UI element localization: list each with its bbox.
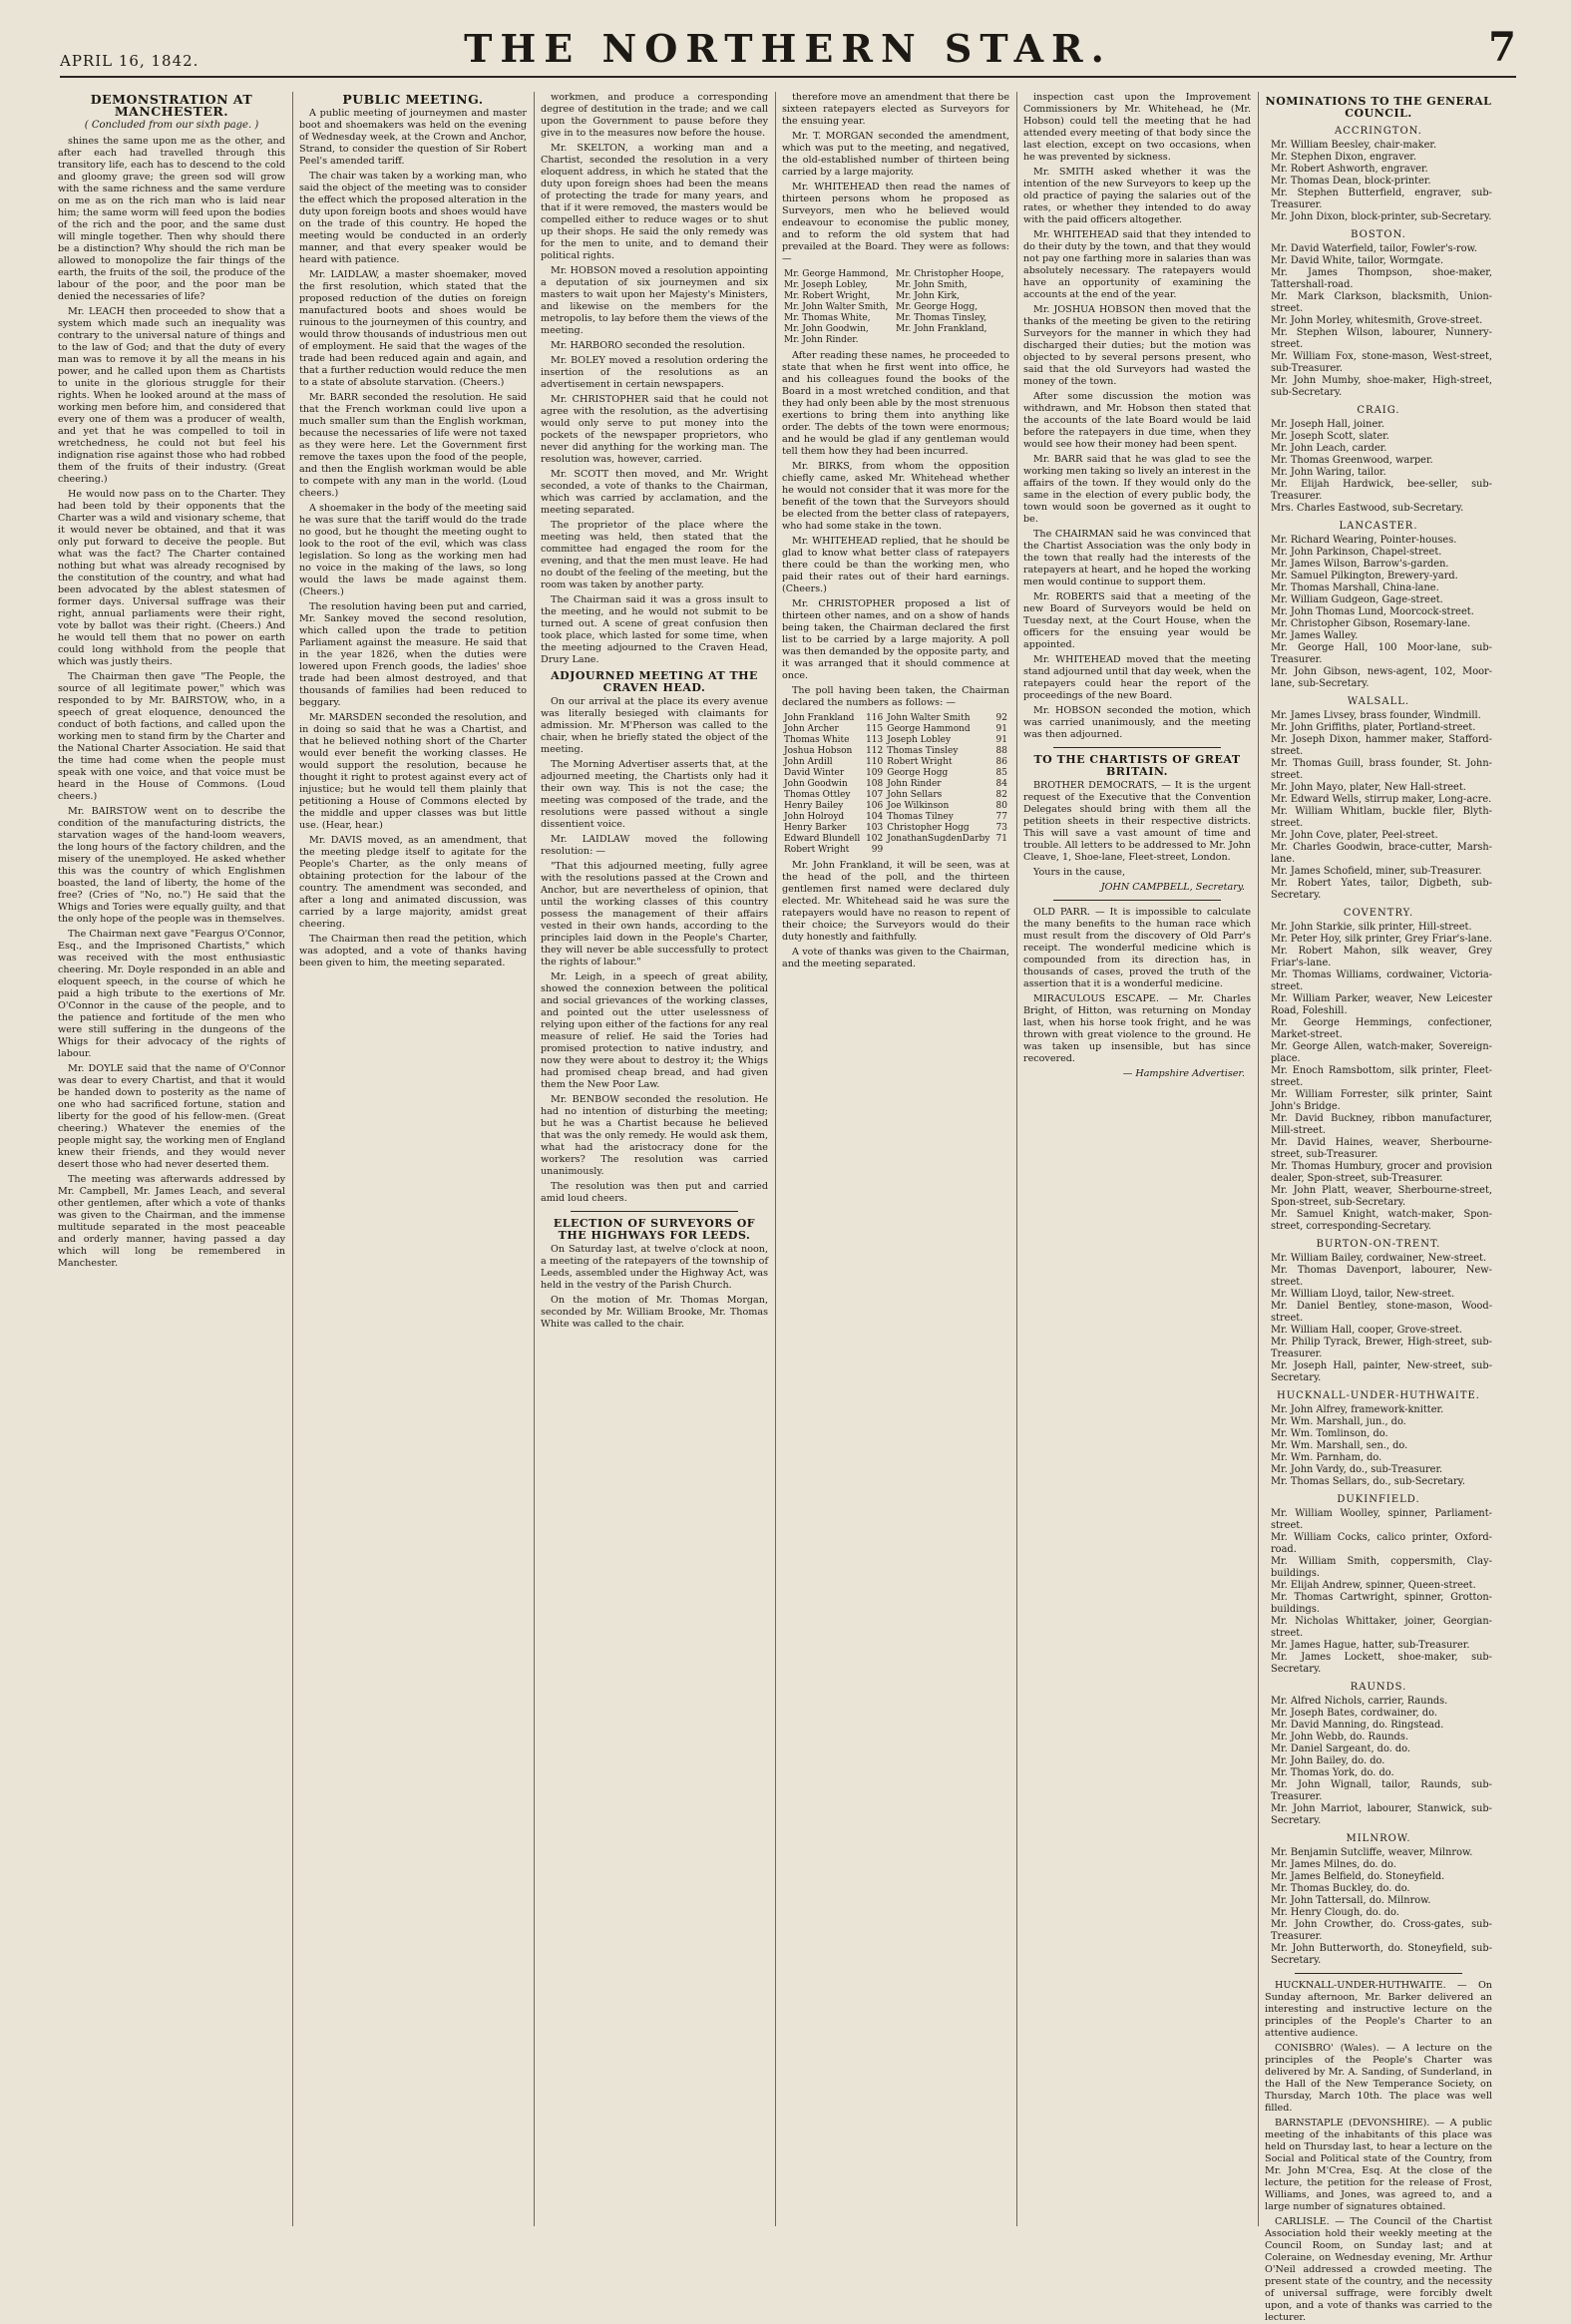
paragraph: On the motion of Mr. Thomas Morgan, seconded by Mr. William Brooke, Mr. Thomas White was called to the chair. — [541, 1295, 768, 1330]
nominee-entry: Mr. Robert Mahon, silk weaver, Grey Friar's-lane. — [1271, 946, 1492, 968]
paragraph: Mr. T. MORGAN seconded the amendment, which was put to the meeting, and negatived, the old-established number of thirteen being carried by a large majority. — [782, 131, 1009, 178]
table-cell: Mr. John Frankland, — [895, 324, 987, 334]
nominee-entry: Mr. John Bailey, do. do. — [1271, 1755, 1385, 1766]
paragraph: Mr. BARR seconded the resolution. He said that the French workman could live upon a much smaller sum than the English workman, because the necessaries of life were not taxed as they were here. Let the Government first remove the taxes upon the food of the people, and then the English workman would be able to compete with any man in the world. (Loud cheers.) — [299, 392, 527, 499]
table-cell: Mr. Christopher Hoope, — [895, 269, 1004, 279]
nominee-entry: Mr. Thomas York, do. do. — [1271, 1767, 1394, 1778]
paragraph: BARNSTAPLE (DEVONSHIRE). — A public meeting of the inhabitants of this place was held on Thursday last, to hear a lecture on the Social and Political state of the Country, from Mr. John M'Crea, Esq. At the close of the lecture, the petition for the release of Frost, Williams, and Jones, was agreed to, and a large number of signatures obtained. — [1265, 2118, 1492, 2212]
nominee-entry: Mr. Wm. Tomlinson, do. — [1271, 1428, 1388, 1439]
table-cell: Thomas Tinsley — [887, 746, 959, 756]
nominee-entry: Mr. John Mumby, shoe-maker, High-street, sub-Secretary. — [1271, 375, 1492, 398]
paragraph: A shoemaker in the body of the meeting said he was sure that the tariff would do the trade no good, but he thought the meeting ought to look to the root of the evil, which was class legislation. So long as the working men had no voice in the making of the laws, so long would the laws be made against them. (Cheers.) — [299, 503, 527, 597]
table-row — [782, 713, 1009, 724]
page-number: 7 — [1488, 24, 1516, 71]
nominee-entry: Mr. John Platt, weaver, Sherbourne-street, Spon-street, sub-Secretary. — [1271, 1185, 1492, 1208]
paragraph: The Chairman said it was a gross insult to the meeting, and he would not submit to be turned out. A scene of great confusion then took place, which lasted for some time, when the meeting adjourned to the Craven Head, Drury Lane. — [541, 594, 768, 665]
nominee-entry: Mr. David White, tailor, Wormgate. — [1271, 255, 1444, 266]
nominee-entry: Mr. Thomas Marshall, China-lane. — [1271, 582, 1439, 593]
nominee-entry: Mr. John Alfrey, framework-knitter. — [1271, 1404, 1444, 1415]
column-4 — [782, 92, 1009, 2226]
nominee-entry: Mr. Joseph Dixon, hammer maker, Stafford-street. — [1271, 734, 1492, 757]
nominee-entry: Mr. Joseph Hall, joiner. — [1271, 419, 1384, 430]
table-cell: Joseph Lobley — [887, 735, 952, 745]
nominee-entry: Mr. Richard Wearing, Pointer-houses. — [1271, 535, 1457, 546]
article-body — [782, 92, 1009, 265]
table-cell: John Frankland — [784, 713, 855, 723]
column-divider — [292, 92, 293, 2226]
paragraph: Mr. WHITEHEAD replied, that he should be glad to know what better class of ratepayers there could be than the working men, who paid their rates out of their hard earnings. (Cheers.) — [782, 536, 1009, 594]
nominee-entry: Mr. John Griffiths, plater, Portland-street. — [1271, 722, 1476, 733]
paragraph: The Chairman then read the petition, which was adopted, and a vote of thanks having been given to him, the meeting separated. — [299, 934, 527, 968]
table-cell: Mr. Joseph Lobley, — [784, 280, 868, 290]
nominee-entry: Mr. Wm. Parnham, do. — [1271, 1452, 1382, 1463]
nominee-entry: Mr. James Schofield, miner, sub-Treasurer. — [1271, 866, 1482, 877]
column-5 — [1023, 92, 1251, 2226]
nominee-entry: Mr. William Smith, coppersmith, Clay-buildings. — [1271, 1556, 1492, 1579]
nominee-entry: Mr. David Waterfield, tailor, Fowler's-row. — [1271, 243, 1477, 254]
table-cell: John Archer — [784, 724, 839, 734]
paragraph: BROTHER DEMOCRATS, — It is the urgent request of the Executive that the Convention Delegates should bring with them all the petition sheets in their respective districts. This will save a vast amount of time and trouble. All letters to be addressed to Mr. John Cleave, 1, Shoe-lane, Fleet-street, London. — [1023, 780, 1251, 863]
table-cell: 85 — [995, 768, 1007, 778]
nominee-entry: Mr. Robert Yates, tailor, Digbeth, sub-Secretary. — [1271, 878, 1492, 901]
article-body — [58, 136, 285, 1270]
nominee-entry: Mr. James Livsey, brass founder, Windmill. — [1271, 710, 1481, 721]
paragraph: Mr. BOLEY moved a resolution ordering the insertion of the resolutions as an advertisement in certain newspapers. — [541, 355, 768, 390]
table-cell: Thomas Tilney — [887, 812, 954, 822]
table-cell: 108 — [866, 779, 884, 789]
paragraph: therefore move an amendment that there be sixteen ratepayers elected as Surveyors for the ensuing year. — [782, 92, 1009, 127]
table-row — [782, 790, 1009, 801]
nominee-entry: Mr. John Parkinson, Chapel-street. — [1271, 547, 1442, 558]
nominee-entry: Mr. Henry Clough, do. do. — [1271, 1907, 1399, 1918]
paragraph: Mr. SKELTON, a working man and a Chartist, seconded the resolution in a very eloquent address, in which he stated that the duty upon foreign shoes had been the means of protecting the trade for many years, and that if it were removed, the masters would be compelled either to reduce wages or to shut up their shops. He said the only remedy was for the men to unite, and to demand their political rights. — [541, 143, 768, 261]
nominee-entry: Mr. Elijah Hardwick, bee-seller, sub-Treasurer. — [1271, 479, 1492, 502]
paragraph: The proprietor of the place where the meeting was held, then stated that the committee had engaged the room for the evening, and that the men must leave. He had no doubt of the feeling of the meeting, but the room was taken by another party. — [541, 520, 768, 590]
nominee-entry: Mr. William Bailey, cordwainer, New-street. — [1271, 1253, 1487, 1264]
section-heading: ADJOURNED MEETING AT THE CRAVEN HEAD. — [551, 669, 758, 694]
paragraph: On Saturday last, at twelve o'clock at noon, a meeting of the ratepayers of the township of Leeds, assembled under the Highway Act, was held in the vestry of the Parish Church. — [541, 1244, 768, 1291]
table-cell: Mr. John Kirk, — [895, 291, 960, 301]
paragraph: The Morning Advertiser asserts that, at the adjourned meeting, the Chartists only had it their own way. This is not the case; the meeting was composed of the trade, and the resolutions were passed without a single dissentient voice. — [541, 759, 768, 830]
table-cell: Mr. Thomas White, — [784, 313, 871, 323]
table-cell: John Rinder — [887, 779, 942, 789]
paragraph: The resolution having been put and carried, Mr. Sankey moved the second resolution, which called upon the trade to petition Parliament against the measure. He said that in the year 1826, when the duties were lowered upon French goods, the ladies' shoe trade had been almost destroyed, and that thousands of families had been reduced to beggary. — [299, 601, 527, 708]
locality-heading: HUCKNALL-UNDER-HUTHWAITE. — [1277, 1390, 1480, 1401]
article-body — [782, 860, 1009, 970]
paragraph: He would now pass on to the Charter. They had been told by their opponents that the Charter was a wild and visionary scheme, that it would never be obtained, and that it was only put forward to deceive the people. But what was the fact? The Charter contained nothing but what was already recognised by the constitution of the country, and what had been advocated by the ablest statesmen of former days. Universal suffrage was their right, annual parliaments were their right, vote by ballot was their right. (Cheers.) And he would tell them that no power on earth could long withhold from the people that which was justly theirs. — [58, 489, 285, 667]
nominee-entry: Mrs. Charles Eastwood, sub-Secretary. — [1271, 503, 1464, 514]
nominee-entry: Mr. George Hemmings, confectioner, Market-street. — [1271, 1017, 1492, 1040]
nominee-entry: Mr. Samuel Knight, watch-maker, Spon-street, corresponding-Secretary. — [1271, 1209, 1492, 1232]
paragraph: OLD PARR. — It is impossible to calculate the many benefits to the human race which must result from the discovery of Old Parr's receipt. The wonderful medicine which is compounded from its direction has, in thousands of cases, proved the truth of the assertion that it is a wonderful medicine. — [1023, 907, 1251, 989]
paragraph: The chair was taken by a working man, who said the object of the meeting was to consider the effect which the proposed alteration in the duty upon foreign boots and shoes would have on the trade of this country. He hoped the meeting would be conducted in an orderly manner, and that every speaker would be heard with patience. — [299, 171, 527, 265]
nominee-entry: Mr. William Hall, cooper, Grove-street. — [1271, 1325, 1462, 1336]
nominee-entry: Mr. John Tattersall, do. Milnrow. — [1271, 1895, 1431, 1906]
article-body — [299, 108, 527, 969]
paragraph: Mr. JOSHUA HOBSON then moved that the thanks of the meeting be given to the retiring Surveyors for the manner in which they had discharged their duties; but the motion was objected to by several persons present, who said that the old Surveyors had wasted the money of the town. — [1023, 304, 1251, 387]
paragraph: Mr. HOBSON seconded the motion, which was carried unanimously, and the meeting was then adjourned. — [1023, 705, 1251, 740]
nominee-entry: Mr. Edward Wells, stirrup maker, Long-acre. — [1271, 794, 1492, 805]
section-rule — [1295, 1973, 1462, 1974]
table-cell: 86 — [995, 757, 1007, 767]
article-body — [541, 92, 768, 666]
paragraph: Mr. ROBERTS said that a meeting of the new Board of Surveyors would be held on Tuesday next, at the Court House, when the officers for the ensuing year would be appointed. — [1023, 591, 1251, 650]
table-cell: 109 — [866, 768, 884, 778]
section-rule — [571, 1211, 738, 1212]
nominee-entry: Mr. James Thompson, shoe-maker, Tattershall-road. — [1271, 267, 1492, 290]
column-3 — [541, 92, 768, 2226]
paragraph: Mr. DOYLE said that the name of O'Connor was dear to every Chartist, and that it would be handed down to posterity as the name of one who had sacrificed fortune, station and liberty for the good of his fellow-men. (Great cheering.) Whatever the enemies of the people might say, the working men of England knew their friends, and they would never desert those who had never deserted them. — [58, 1063, 285, 1170]
credit-line: — Hampshire Advertiser. — [1122, 1068, 1245, 1079]
paragraph: After some discussion the motion was withdrawn, and Mr. Hobson then stated that the accounts of the late Board would be laid before the ratepayers in due time, when they would see how their money had been spent. — [1023, 391, 1251, 450]
paragraph: The poll having been taken, the Chairman declared the numbers as follows: — — [782, 685, 1009, 708]
paragraph: Mr. CHRISTOPHER proposed a list of thirteen other names, and on a show of hands being taken, the Chairman declared the first list to be carried by a large majority. A poll was then demanded by the opposite party, and it was arranged that it should commence at once. — [782, 598, 1009, 681]
nominee-entry: Mr. Nicholas Whittaker, joiner, Georgian-street. — [1271, 1616, 1492, 1639]
paragraph: Mr. SCOTT then moved, and Mr. Wright seconded, a vote of thanks to the Chairman, which was carried by acclamation, and the meeting separated. — [541, 469, 768, 516]
paragraph: On our arrival at the place its every avenue was literally besieged with claimants for admission. Mr. M'Pherson was called to the chair, when he briefly stated the object of the meeting. — [541, 696, 768, 755]
table-cell: 110 — [866, 757, 884, 767]
table-cell: 107 — [866, 790, 884, 800]
table-cell: George Hammond — [887, 724, 971, 734]
locality-heading: LANCASTER. — [1339, 521, 1418, 532]
table-cell: Mr. John Rinder. — [784, 335, 859, 345]
table-cell: John Holroyd — [784, 812, 845, 822]
column-1 — [58, 92, 285, 2226]
nominee-entry: Mr. George Hall, 100 Moor-lane, sub-Treasurer. — [1271, 642, 1492, 665]
table-cell: Henry Barker — [784, 823, 847, 833]
section-rule — [1053, 900, 1221, 901]
newspaper-title: THE NORTHERN STAR. — [464, 26, 1112, 71]
column-divider — [534, 92, 535, 2226]
nominee-entry: Mr. John Marriot, labourer, Stanwick, sub-Secretary. — [1271, 1803, 1492, 1826]
paragraph: Mr. BENBOW seconded the resolution. He had no intention of disturbing the meeting; but he was a Chartist because he believed that was the only remedy. He would ask them, what had the aristocracy done for the workers? The resolution was carried unanimously. — [541, 1094, 768, 1177]
paragraph: After reading these names, he proceeded to state that when he first went into office, he and his colleagues found the books of the Board in a most wretched condition, and that they had only been able by the most strenuous exertions to bring them into anything like order. The debts of the town were enormous; and he would be glad if any gentleman would tell them how they had been incurred. — [782, 350, 1009, 457]
column-divider — [775, 92, 776, 2226]
table-cell: 71 — [995, 834, 1007, 844]
paragraph: MIRACULOUS ESCAPE. — Mr. Charles Bright, of Hitton, was returning on Monday last, when his horse took fright, and he was thrown with great violence to the ground. He was taken up insensible, but has since recovered. — [1023, 993, 1251, 1064]
paragraph: Mr. MARSDEN seconded the resolution, and in doing so said that he was a Chartist, and that he believed nothing short of the Charter would ever benefit the working classes. He would support the resolution, because he thought it right to protest against every act of injustice; but he would tell them plainly that petitioning a House of Commons elected by the middle and upper classes was but little use. (Hear, hear.) — [299, 712, 527, 831]
table-cell: 104 — [866, 812, 884, 822]
nominee-entry: Mr. Enoch Ramsbottom, silk printer, Fleet-street. — [1271, 1065, 1492, 1088]
table-cell: 73 — [995, 823, 1007, 833]
locality-heading: MILNROW. — [1346, 1833, 1411, 1844]
table-cell — [894, 335, 1009, 346]
nominee-entry: Mr. James Milnes, do. do. — [1271, 1859, 1396, 1870]
paragraph: A vote of thanks was given to the Chairman, and the meeting separated. — [782, 947, 1009, 969]
nomination-list — [1265, 126, 1492, 1967]
nominee-entry: Mr. Stephen Wilson, labourer, Nunnery-street. — [1271, 327, 1492, 350]
article-body — [1023, 907, 1251, 1065]
nominee-entry: Mr. Thomas Davenport, labourer, New-street. — [1271, 1265, 1492, 1288]
nominee-entry: Mr. Alfred Nichols, carrier, Raunds. — [1271, 1696, 1448, 1707]
article-body — [541, 1244, 768, 1331]
nominee-entry: Mr. Robert Ashworth, engraver. — [1271, 164, 1428, 175]
paragraph: Mr. LAIDLAW, a master shoemaker, moved the first resolution, which stated that the proposed reduction of the duties on foreign manufactured boots and shoes would be ruinous to the journeymen of this country, and would throw thousands of industrious men out of employment. He said that the wages of the trade had been reduced again and again, and that a further reduction would reduce the men to a state of absolute starvation. (Cheers.) — [299, 269, 527, 388]
table-cell: Edward Blundell — [784, 834, 861, 844]
paragraph: inspection cast upon the Improvement Commissioners by Mr. Whitehead, he (Mr. Hobson) could tell the meeting that he had attended every meeting of that body since the last election, except on two occasions, when he was prevented by sickness. — [1023, 92, 1251, 163]
article-body — [782, 350, 1009, 709]
table-cell: 113 — [866, 735, 884, 745]
nominee-entry: Mr. Elijah Andrew, spinner, Queen-street. — [1271, 1580, 1476, 1591]
nominee-entry: Mr. Thomas Williams, cordwainer, Victoria-street. — [1271, 969, 1492, 992]
table-cell: Joshua Hobson — [784, 746, 853, 756]
paragraph: A public meeting of journeymen and master boot and shoemakers was held on the evening of Wednesday week, at the Crown and Anchor, Strand, to consider the question of Sir Robert Peel's amended tariff. — [299, 108, 527, 167]
paragraph: Mr. BIRKS, from whom the opposition chiefly came, asked Mr. Whitehead whether he would not consider that it was more for the benefit of the town that the Surveyors should be elected from the better class of ratepayers, who had some stake in the town. — [782, 461, 1009, 532]
table-row — [782, 757, 1009, 768]
table-row — [782, 280, 1009, 291]
paragraph: Mr. LEACH then proceeded to show that a system which made such an inequality was contrary to the universal nature of things and to the law of God; and that the duty of every man was to remove it by all the means in his power, and he called upon them as Chartists to unite in the glorious struggle for their rights. When he looked around at the mass of working men before him, and considered that every one of them was a producer of wealth, and yet that he was compelled to toil in wretchedness, he could not but feel his indignation rise against those who had robbed them of the fruits of their industry. (Great cheering.) — [58, 306, 285, 485]
table-cell: George Hogg — [887, 768, 949, 778]
paragraph: Mr. WHITEHEAD moved that the meeting stand adjourned until that day week, when the ratepayers could hear the report of the proceedings of the new Board. — [1023, 654, 1251, 701]
nominee-entry: Mr. John Cove, plater, Peel-street. — [1271, 830, 1438, 841]
locality-heading: COVENTRY. — [1343, 908, 1414, 919]
locality-heading: RAUNDS. — [1350, 1682, 1407, 1693]
nominee-entry: Mr. James Hague, hatter, sub-Treasurer. — [1271, 1640, 1470, 1651]
locality-heading: BURTON-ON-TRENT. — [1316, 1239, 1441, 1250]
nominee-entry: Mr. Stephen Butterfield, engraver, sub-Treasurer. — [1271, 188, 1492, 210]
table-cell: Henry Bailey — [784, 801, 844, 811]
nominee-entry: Mr. William Woolley, spinner, Parliament-street. — [1271, 1508, 1492, 1531]
table-cell — [993, 845, 1009, 856]
paragraph: The Chairman next gave "Feargus O'Connor, Esq., and the Imprisoned Chartists," which was received with the most enthusiastic cheering. Mr. Doyle responded in an able and eloquent speech, in the course of which he paid a high tribute to the exertions of Mr. O'Connor in the cause of the people, and to the patience and fortitude of the men who were still suffering in the dungeons of the Whigs for their advocacy of the rights of labour. — [58, 929, 285, 1059]
article-body — [1023, 92, 1251, 741]
table-row — [782, 812, 1009, 823]
table-row — [782, 335, 1009, 346]
nominee-entry: Mr. David Haines, weaver, Sherbourne-street, sub-Treasurer. — [1271, 1137, 1492, 1160]
poll-results-table — [782, 713, 1009, 856]
nominee-entry: Mr. Mark Clarkson, blacksmith, Union-street. — [1271, 291, 1492, 314]
section-heading: NOMINATIONS TO THE GENERAL COUNCIL. — [1265, 95, 1492, 120]
nominee-entry: Mr. James Wilson, Barrow's-garden. — [1271, 559, 1449, 570]
paragraph: CARLISLE. — The Council of the Chartist Association hold their weekly meeting at the Council Room, on Sunday last; and at Coleraine, on Wednesday evening, Mr. Arthur O'Neil addressed a crowded meeting. The present state of the country, and the necessity of universal suffrage, were forcibly dwelt upon, and a vote of thanks was carried to the lecturer. — [1265, 2216, 1492, 2323]
table-cell: 88 — [995, 746, 1007, 756]
table-cell: Robert Wright — [887, 757, 953, 767]
nominee-entry: Mr. Wm. Marshall, sen., do. — [1271, 1440, 1408, 1451]
article-heading: DEMONSTRATION AT MANCHESTER. — [90, 92, 253, 119]
table-row — [782, 779, 1009, 790]
paragraph: Yours in the cause, — [1033, 867, 1125, 878]
issue-date: APRIL 16, 1842. — [60, 52, 199, 70]
nominee-entry: Mr. John Thomas Lund, Moorcock-street. — [1271, 606, 1474, 617]
table-row — [782, 313, 1009, 324]
table-cell: Mr. George Hogg, — [895, 302, 979, 312]
nominee-entry: Mr. Thomas Humbury, grocer and provision dealer, Spon-street, sub-Treasurer. — [1271, 1161, 1492, 1184]
article-heading: PUBLIC MEETING. — [342, 92, 484, 107]
nominee-entry: Mr. William Gudgeon, Gage-street. — [1271, 594, 1443, 605]
nominee-entry: Mr. Samuel Pilkington, Brewery-yard. — [1271, 571, 1458, 581]
nominee-entry: Mr. Thomas Cartwright, spinner, Grotton-buildings. — [1271, 1592, 1492, 1615]
nominee-entry: Mr. Thomas Greenwood, warper. — [1271, 455, 1433, 466]
column-divider — [1016, 92, 1017, 2226]
paragraph: Mr. Leigh, in a speech of great ability, showed the connexion between the political and social grievances of the working classes, and pointed out the utter uselessness of relying upon either of the factions for any real measure of relief. He said the Tories had promised protection to native industry, and now they were about to destroy it; the Whigs had promised cheap bread, and had given them the New Poor Law. — [541, 971, 768, 1090]
nominee-entry: Mr. James Lockett, shoe-maker, sub-Secretary. — [1271, 1652, 1492, 1675]
paragraph: Mr. HOBSON moved a resolution appointing a deputation of six journeymen and six masters to wait upon her Majesty's Ministers, and likewise on the members for the metropolis, to lay before them the views of the meeting. — [541, 265, 768, 336]
paragraph: "That this adjourned meeting, fully agree with the resolutions passed at the Crown and Anchor, but are nevertheless of opinion, that until the working classes of this country possess the management of their affairs vested in their own hands, according to the principles laid down in the People's Charter, they will never be able successfully to protect the rights of labour." — [541, 861, 768, 968]
section-heading: TO THE CHARTISTS OF GREAT BRITAIN. — [1033, 753, 1241, 778]
nominee-entry: Mr. James Walley. — [1271, 630, 1359, 641]
table-cell: Thomas White — [784, 735, 850, 745]
table-cell: Mr. John Walter Smith, — [784, 302, 889, 312]
article-body — [1023, 780, 1251, 879]
nominee-entry: Mr. William Lloyd, tailor, New-street. — [1271, 1289, 1455, 1300]
table-row — [782, 302, 1009, 313]
article-body — [541, 696, 768, 1205]
table-cell: 99 — [871, 845, 884, 855]
nominee-entry: Mr. John Crowther, do. Cross-gates, sub-Treasurer. — [1271, 1919, 1492, 1942]
table-cell — [885, 845, 993, 856]
table-cell: Mr. John Goodwin, — [784, 324, 869, 334]
nominee-entry: Mr. William Cocks, calico printer, Oxford-road. — [1271, 1532, 1492, 1555]
paragraph: Mr. DAVIS moved, as an amendment, that the meeting pledge itself to agitate for the People's Charter, as the only means of obtaining protection for the labour of the country. The amendment was seconded, and after a long and animated discussion, was carried by a large majority, amidst great cheering. — [299, 835, 527, 930]
paragraph: Mr. WHITEHEAD then read the names of thirteen persons whom he proposed as Surveyors, men who he believed would endeavour to economise the public money, and to reform the old system that had prevailed at the Board. They were as follows: — — [782, 182, 1009, 264]
table-cell: John Ardill — [784, 757, 833, 767]
nominee-entry: Mr. William Whitlam, buckle filer, Blyth-street. — [1271, 806, 1492, 829]
table-row — [782, 834, 1009, 845]
table-row — [782, 746, 1009, 757]
nominee-entry: Mr. John Wignall, tailor, Raunds, sub-Treasurer. — [1271, 1779, 1492, 1802]
paragraph: The Chairman then gave "The People, the source of all legitimate power," which was responded to by Mr. BAIRSTOW, who, in a speech of great eloquence, denounced the conduct of both factions, and called upon the working men to stand firm by the Charter and the National Charter Association. He said that the time had come when the people must speak with one voice, and that voice must be heard in the House of Commons. (Loud cheers.) — [58, 671, 285, 802]
locality-heading: CRAIG. — [1357, 405, 1400, 416]
nominee-entry: Mr. John Morley, whitesmith, Grove-street. — [1271, 315, 1483, 326]
nominee-entry: Mr. John Leach, carder. — [1271, 443, 1387, 454]
nominee-entry: Mr. Christopher Gibson, Rosemary-lane. — [1271, 618, 1471, 629]
table-row — [782, 724, 1009, 735]
paragraph: Mr. LAIDLAW moved the following resolution: — — [541, 834, 768, 857]
nominee-entry: Mr. John Mayo, plater, New Hall-street. — [1271, 782, 1466, 793]
table-cell: 91 — [995, 724, 1007, 734]
paragraph: Mr. SMITH asked whether it was the intention of the new Surveyors to keep up the old practice of paying the salaries out of the rates, or whether they intended to do away with the paid officers altogether. — [1023, 167, 1251, 225]
table-row — [782, 735, 1009, 746]
locality-heading: WALSALL. — [1347, 696, 1410, 707]
table-cell: 84 — [995, 779, 1007, 789]
paragraph: The resolution was then put and carried amid loud cheers. — [541, 1181, 768, 1204]
table-cell: JonathanSugdenDarby — [887, 834, 990, 844]
table-cell: 77 — [995, 812, 1007, 822]
table-row — [782, 801, 1009, 812]
nominee-entry: Mr. Daniel Bentley, stone-mason, Wood-street. — [1271, 1301, 1492, 1324]
nominee-entry: Mr. John Vardy, do., sub-Treasurer. — [1271, 1464, 1443, 1475]
paragraph: workmen, and produce a corresponding degree of destitution in the trade; and we call upon the Government to pause before they give in to the measures now before the house. — [541, 92, 768, 139]
table-cell: Christopher Hogg — [887, 823, 970, 833]
locality-heading: DUKINFIELD. — [1337, 1494, 1420, 1505]
table-cell: 115 — [866, 724, 884, 734]
nominee-entry: Mr. Thomas Guill, brass founder, St. John-street. — [1271, 758, 1492, 781]
table-row — [782, 269, 1009, 280]
paragraph: CONISBRO' (Wales). — A lecture on the principles of the People's Charter was delivered by Mr. A. Sanding, of Sunderland, in the Hall of the New Temperance Society, on Thursday, March 10th. The place was well filled. — [1265, 2043, 1492, 2114]
table-cell: 106 — [866, 801, 884, 811]
column-6 — [1265, 92, 1492, 2323]
paragraph: Mr. CHRISTOPHER said that he could not agree with the resolution, as the advertising would only serve to put money into the pockets of the newspaper proprietors, who never did anything for the working man. The resolution was, however, carried. — [541, 394, 768, 465]
nominee-entry: Mr. Stephen Dixon, engraver. — [1271, 152, 1417, 163]
nominee-entry: Mr. Benjamin Sutcliffe, weaver, Milnrow. — [1271, 1847, 1473, 1858]
table-cell: David Winter — [784, 768, 845, 778]
table-cell: Mr. Robert Wright, — [784, 291, 871, 301]
nominee-entry: Mr. John Butterworth, do. Stoneyfield, sub-Secretary. — [1271, 1943, 1492, 1966]
paragraph: Mr. HARBORO seconded the resolution. — [551, 340, 746, 351]
nominee-entry: Mr. Charles Goodwin, brace-cutter, Marsh-lane. — [1271, 842, 1492, 865]
table-cell: 92 — [995, 713, 1007, 723]
paragraph: Mr. BAIRSTOW went on to describe the condition of the manufacturing districts, the starvation wages of the hand-loom weavers, the long hours of the factory children, and the misery of the unemployed. He asked whether this was the country of which Englishmen boasted, the land of liberty, the home of the free? (Cries of "No, no.") He said that the Whigs and Tories were equally guilty, and that the only hope of the people was in themselves. — [58, 806, 285, 925]
table-cell: Mr. George Hammond, — [784, 269, 889, 279]
nominee-entry: Mr. Wm. Marshall, jun., do. — [1271, 1416, 1406, 1427]
nominee-entry: Mr. William Fox, stone-mason, West-street, sub-Treasurer. — [1271, 351, 1492, 374]
paragraph: The CHAIRMAN said he was convinced that the Chartist Association was the only body in the town that really had the interests of the ratepayers at heart, and he hoped the working men would continue to support them. — [1023, 529, 1251, 587]
nominee-entry: Mr. John Waring, tailor. — [1271, 467, 1386, 478]
nominee-entry: Mr. Thomas Sellars, do., sub-Secretary. — [1271, 1476, 1465, 1487]
locality-heading: ACCRINGTON. — [1335, 126, 1422, 137]
section-rule — [1053, 747, 1221, 748]
table-cell: John Sellars — [887, 790, 943, 800]
section-heading: ELECTION OF SURVEYORS OF THE HIGHWAYS FOR LEEDS. — [553, 1217, 756, 1242]
nominee-entry: Mr. William Forrester, silk printer, Saint John's Bridge. — [1271, 1089, 1492, 1112]
paragraph: HUCKNALL-UNDER-HUTHWAITE. — On Sunday afternoon, Mr. Barker delivered an interesting and instructive lecture on the principles of the People's Charter to an attentive audience. — [1265, 1980, 1492, 2039]
nominee-entry: Mr. Daniel Sargeant, do. do. — [1271, 1743, 1411, 1754]
table-cell: 103 — [866, 823, 884, 833]
nominee-entry: Mr. Philip Tyrack, Brewer, High-street, sub-Treasurer. — [1271, 1337, 1492, 1359]
nominee-entry: Mr. Peter Hoy, silk printer, Grey Friar's-lane. — [1271, 934, 1492, 945]
nominee-entry: Mr. William Parker, weaver, New Leicester Road, Foleshill. — [1271, 993, 1492, 1016]
nominee-entry: Mr. Joseph Scott, slater. — [1271, 431, 1389, 442]
nominee-entry: Mr. David Buckney, ribbon manufacturer, Mill-street. — [1271, 1113, 1492, 1136]
article-subheading: ( Concluded from our sixth page. ) — [84, 120, 259, 131]
nominee-entry: Mr. John Dixon, block-printer, sub-Secretary. — [1271, 211, 1492, 222]
table-cell: 102 — [866, 834, 884, 844]
masthead — [60, 22, 1516, 78]
column-divider — [1258, 92, 1259, 2226]
nominee-entry: Mr. Thomas Buckley, do. do. — [1271, 1883, 1410, 1894]
table-cell: Mr. John Smith, — [895, 280, 968, 290]
nominee-entry: Mr. George Allen, watch-maker, Sovereign-place. — [1271, 1041, 1492, 1064]
table-cell: John Goodwin — [784, 779, 848, 789]
nominee-entry: Mr. William Beesley, chair-maker. — [1271, 140, 1437, 151]
table-row — [782, 823, 1009, 834]
table-cell: 112 — [866, 746, 884, 756]
locality-heading: BOSTON. — [1351, 229, 1406, 240]
table-cell: Thomas Ottley — [784, 790, 851, 800]
table-row — [782, 324, 1009, 335]
paragraph: The meeting was afterwards addressed by Mr. Campbell, Mr. James Leach, and several other gentlemen, after which a vote of thanks was given to the Chairman, and the immense multitude separated in the most peaceable and orderly manner, having passed a day which will long be remembered in Manchester. — [58, 1174, 285, 1269]
table-cell: Joe Wilkinson — [887, 801, 950, 811]
table-cell: 80 — [995, 801, 1007, 811]
table-cell: 82 — [995, 790, 1007, 800]
paragraph: shines the same upon me as the other, and after each had travelled through this transitory life, each has to descend to the cold and gloomy grave; the green sod will grow with the same richness and the same verdure on me as on the rich man who is laid near him; the same worm will feed upon the bodies of the rich and the poor, and the same dust will mingle together. Then why should there be a distinction? Why should the rich man be allowed to monopolize the fair things of the earth, the fruits of the soil, the produce of the labour of the poor, and the poor man be denied the necessaries of life? — [58, 136, 285, 302]
nominee-entry: Mr. John Gibson, news-agent, 102, Moor-lane, sub-Secretary. — [1271, 666, 1492, 689]
surveyor-names-table — [782, 269, 1009, 346]
table-cell: Mr. Thomas Tinsley, — [895, 313, 987, 323]
paragraph: Mr. BARR said that he was glad to see the working men taking so lively an interest in the affairs of the town. If they would only do the same in the election of every public body, the town would soon be governed as it ought to be. — [1023, 454, 1251, 525]
table-row — [782, 845, 1009, 856]
column-2 — [299, 92, 527, 2226]
paragraph: Mr. John Frankland, it will be seen, was at the head of the poll, and the thirteen gentlemen first named were declared duly elected. Mr. Whitehead said he was sure the ratepayers would have no reason to repent of their choice; the Surveyors would do their duty honestly and faithfully. — [782, 860, 1009, 943]
table-row — [782, 768, 1009, 779]
nominee-entry: Mr. John Webb, do. Raunds. — [1271, 1732, 1408, 1743]
table-row — [782, 291, 1009, 302]
table-cell: 116 — [866, 713, 884, 723]
signature: JOHN CAMPBELL, Secretary. — [1100, 882, 1245, 893]
nominee-entry: Mr. John Starkie, silk printer, Hill-street. — [1271, 922, 1472, 933]
table-cell: John Walter Smith — [887, 713, 971, 723]
table-cell: 91 — [995, 735, 1007, 745]
nominee-entry: Mr. Thomas Dean, block-printer. — [1271, 176, 1431, 187]
table-cell: Robert Wright — [784, 845, 850, 855]
nominee-entry: Mr. Joseph Bates, cordwainer, do. — [1271, 1708, 1437, 1719]
nominee-entry: Mr. James Belfield, do. Stoneyfield. — [1271, 1871, 1445, 1882]
paragraph: Mr. WHITEHEAD said that they intended to do their duty by the town, and that they would not pay one farthing more in salaries than was absolutely necessary. The ratepayers would have an opportunity of examining the accounts at the end of the year. — [1023, 229, 1251, 300]
nominee-entry: Mr. David Manning, do. Ringstead. — [1271, 1720, 1444, 1731]
article-body — [1265, 1980, 1492, 2324]
nominee-entry: Mr. Joseph Hall, painter, New-street, sub-Secretary. — [1271, 1360, 1492, 1383]
